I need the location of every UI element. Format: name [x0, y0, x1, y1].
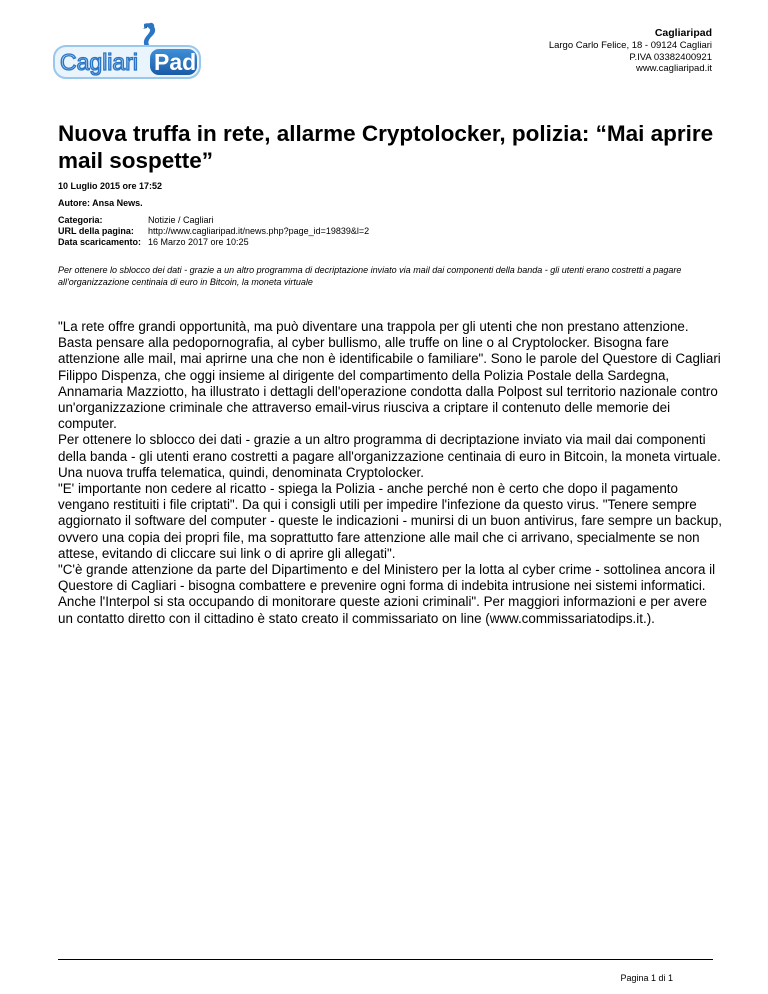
article-meta: [58, 215, 369, 248]
company-info: [549, 27, 712, 75]
logo-graphic: [52, 20, 204, 82]
cagliaripad-logo: [52, 20, 204, 82]
article-title: Nuova truffa in rete, allarme Cryptolocker, polizia: “Mai aprire mail sospette”: [58, 121, 714, 173]
company-name: Cagliaripad: [654, 27, 712, 39]
svg-text:Pad: Pad: [154, 49, 197, 75]
meta-label: Data scaricamento:: [58, 237, 142, 247]
meta-row-download-date: [58, 237, 369, 248]
meta-url-link[interactable]: http://www.cagliaripad.it/news.php?page_id=19839&l=2: [148, 226, 370, 236]
body-paragraph: Per ottenere lo sblocco dei dati - grazie a un altro programma di decriptazione inviato via mail dai componenti della banda - gli utenti erano costretti a pagare all'organizzazione centinaia di euro in Bitcoin, la moneta virtuale. Una nuova truffa telematica, quindi, denominata Cryptolocker.: [58, 432, 721, 480]
company-website[interactable]: www.cagliaripad.it: [635, 63, 712, 74]
meta-label: URL della pagina:: [58, 226, 134, 236]
article-author: Autore: Ansa News.: [58, 198, 143, 208]
article-summary: Per ottenere lo sblocco dei dati - grazie a un altro programma di decriptazione inviato via mail dai componenti della banda - gli utenti erano costretti a pagare all'organizzazione centinaia di euro in Bitcoin, la moneta virtuale: [58, 265, 682, 287]
body-paragraph: "E' importante non cedere al ricatto - spiega la Polizia - anche perché non è certo che dopo il pagamento vengano restituiti i file criptati". Da qui i consigli utili per impedire l'infezione da questo virus. "Tenere sempre aggiornato il software del computer - queste le indicazioni - munirsi di un buon antivirus, fare sempre un backup, ovvero una copia dei propri file, ma soprattutto fare attenzione alle mail che ci arrivano, specialmente se non attese, evitando di cliccare sui link o di aprire gli allegati".: [58, 481, 722, 561]
article-body: [58, 319, 723, 627]
page-number: Pagina 1 di 1: [620, 973, 673, 983]
body-paragraph: "La rete offre grandi opportunità, ma può diventare una trappola per gli utenti che non prestano attenzione. Basta pensare alla pedopornografia, al cyber bullismo, alle truffe on line o al Cryptolocker. Bisogna fare attenzione alle mail, mai aprirne una che non è identificabile o familiare". Sono le parole del Questore di Cagliari Filippo Dispenza, che oggi insieme al dirigente del compartimento della Polizia Postale della Sardegna, Annamaria Mazziotto, ha illustrato i dettagli dell'operazione condotta dalla Polpost sul territorio nazionale contro un'organizzazione criminale che attraverso email-virus riusciva a criptare il contenuto delle memorie dei computer.: [58, 319, 721, 432]
company-address: Largo Carlo Felice, 18 - 09124 Cagliari: [548, 40, 712, 51]
meta-value: Notizie / Cagliari: [148, 215, 214, 225]
meta-row-category: [58, 215, 369, 226]
meta-row-url: [58, 226, 369, 237]
article-date: 10 Luglio 2015 ore 17:52: [58, 181, 163, 191]
company-vat: P.IVA 03382400921: [629, 51, 712, 63]
svg-text:Cagliari: Cagliari: [60, 49, 138, 75]
body-paragraph: "C'è grande attenzione da parte del Dipartimento e del Ministero per la lotta al cyber crime - sottolinea ancora il Questore di Cagliari - bisogna combattere e prevenire ogni forma di indebita intrusione nei sistemi informatici. Anche l'Interpol si sta occupando di monitorare queste azioni criminali". Per maggiori informazioni e per avere un contatto diretto con il cittadino è stato creato il commissariato on line (www.commissariatodips.it.).: [58, 562, 716, 626]
footer-divider: [58, 959, 713, 960]
meta-label: Categoria:: [58, 215, 103, 225]
meta-value: 16 Marzo 2017 ore 10:25: [148, 237, 249, 247]
